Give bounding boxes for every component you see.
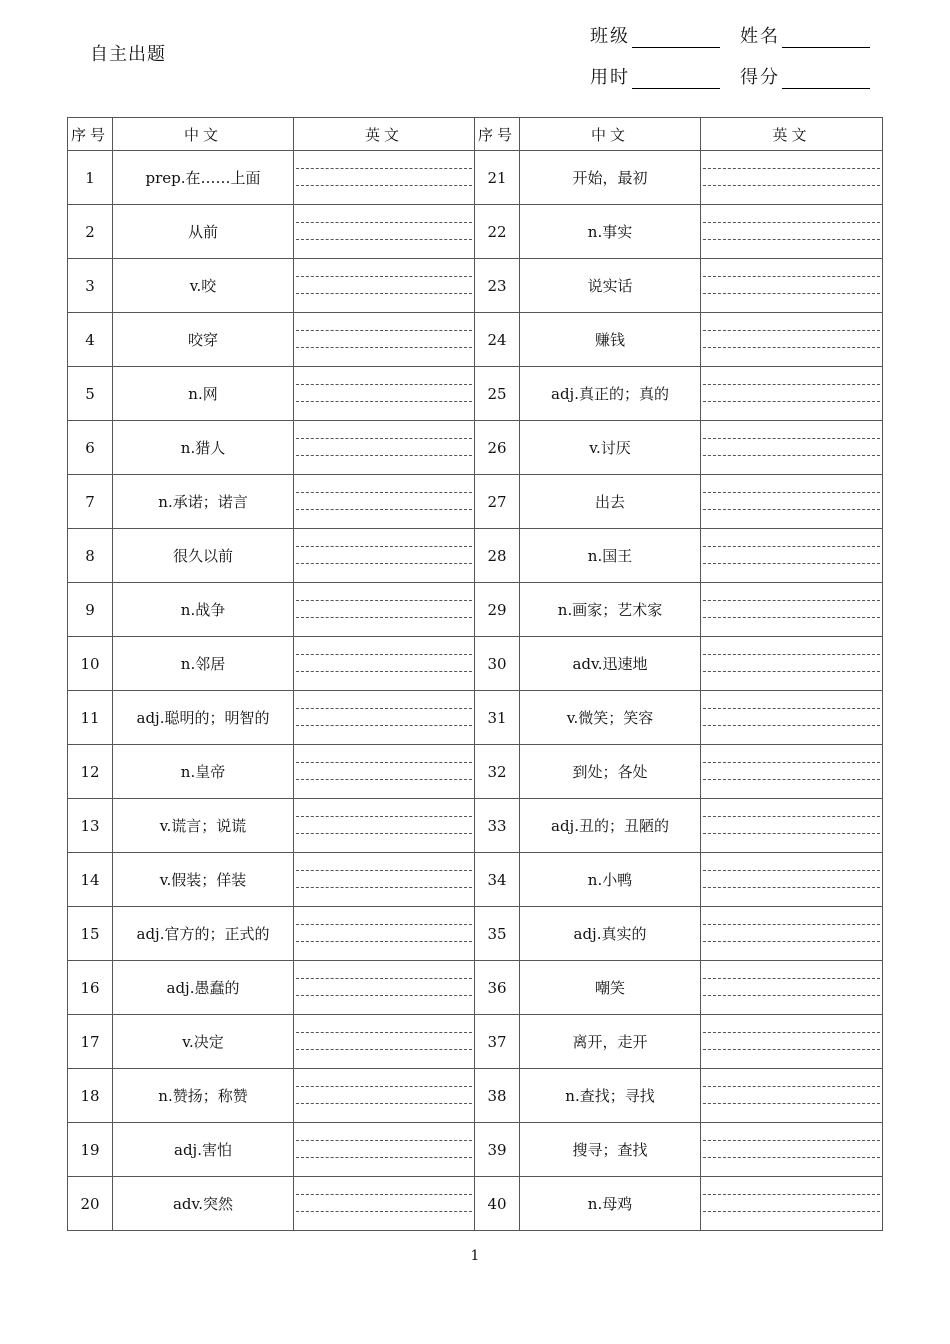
left-english-blank[interactable] [294, 529, 475, 583]
right-english-blank[interactable] [701, 205, 883, 259]
class-field [590, 22, 720, 48]
left-english-blank[interactable] [294, 151, 475, 205]
table-header-row [68, 118, 883, 151]
time-field [590, 63, 720, 89]
left-chinese: n.承诺；诺言 [113, 475, 294, 529]
left-chinese: n.网 [113, 367, 294, 421]
header-num-right: 序号 [475, 118, 520, 151]
right-chinese: n.查找；寻找 [520, 1069, 701, 1123]
left-english-blank[interactable] [294, 421, 475, 475]
right-chinese: 搜寻；查找 [520, 1123, 701, 1177]
left-english-blank[interactable] [294, 745, 475, 799]
left-chinese: v.决定 [113, 1015, 294, 1069]
left-english-blank[interactable] [294, 691, 475, 745]
name-label: 姓名 [740, 26, 780, 47]
left-number: 4 [68, 313, 113, 367]
class-label: 班级 [590, 26, 630, 47]
header-english-right: 英文 [701, 118, 883, 151]
left-english-blank[interactable] [294, 259, 475, 313]
left-number: 15 [68, 907, 113, 961]
right-number: 33 [475, 799, 520, 853]
right-english-blank[interactable] [701, 1069, 883, 1123]
left-number: 8 [68, 529, 113, 583]
right-chinese: 开始，最初 [520, 151, 701, 205]
right-english-blank[interactable] [701, 583, 883, 637]
time-blank[interactable] [632, 70, 720, 89]
left-chinese: adj.害怕 [113, 1123, 294, 1177]
left-english-blank[interactable] [294, 637, 475, 691]
right-number: 36 [475, 961, 520, 1015]
left-chinese: 很久以前 [113, 529, 294, 583]
left-english-blank[interactable] [294, 583, 475, 637]
left-chinese: 从前 [113, 205, 294, 259]
left-chinese: adv.突然 [113, 1177, 294, 1231]
right-chinese: 到处；各处 [520, 745, 701, 799]
header-num-left: 序号 [68, 118, 113, 151]
class-blank[interactable] [632, 29, 720, 48]
right-number: 39 [475, 1123, 520, 1177]
right-english-blank[interactable] [701, 799, 883, 853]
left-number: 3 [68, 259, 113, 313]
right-chinese: adj.丑的；丑陋的 [520, 799, 701, 853]
right-chinese: adj.真实的 [520, 907, 701, 961]
right-english-blank[interactable] [701, 853, 883, 907]
right-english-blank[interactable] [701, 475, 883, 529]
right-english-blank[interactable] [701, 907, 883, 961]
left-number: 10 [68, 637, 113, 691]
left-chinese: n.战争 [113, 583, 294, 637]
left-number: 6 [68, 421, 113, 475]
right-english-blank[interactable] [701, 259, 883, 313]
left-english-blank[interactable] [294, 799, 475, 853]
table-row [68, 961, 883, 1015]
left-english-blank[interactable] [294, 1069, 475, 1123]
table-row [68, 529, 883, 583]
right-number: 35 [475, 907, 520, 961]
right-number: 27 [475, 475, 520, 529]
table-row [68, 1177, 883, 1231]
right-number: 23 [475, 259, 520, 313]
left-number: 17 [68, 1015, 113, 1069]
left-number: 2 [68, 205, 113, 259]
left-number: 9 [68, 583, 113, 637]
left-english-blank[interactable] [294, 1123, 475, 1177]
right-number: 32 [475, 745, 520, 799]
right-english-blank[interactable] [701, 151, 883, 205]
right-number: 31 [475, 691, 520, 745]
table-row [68, 583, 883, 637]
right-english-blank[interactable] [701, 1177, 883, 1231]
right-english-blank[interactable] [701, 367, 883, 421]
left-chinese: v.谎言；说谎 [113, 799, 294, 853]
table-row [68, 1123, 883, 1177]
name-field [740, 22, 870, 48]
table-row [68, 1015, 883, 1069]
right-chinese: adj.真正的；真的 [520, 367, 701, 421]
right-number: 30 [475, 637, 520, 691]
left-chinese: n.赞扬；称赞 [113, 1069, 294, 1123]
page-number: 1 [470, 1248, 480, 1264]
left-number: 16 [68, 961, 113, 1015]
left-english-blank[interactable] [294, 907, 475, 961]
left-english-blank[interactable] [294, 475, 475, 529]
right-number: 24 [475, 313, 520, 367]
right-number: 40 [475, 1177, 520, 1231]
left-english-blank[interactable] [294, 1177, 475, 1231]
left-chinese: adj.聪明的；明智的 [113, 691, 294, 745]
left-chinese: n.猎人 [113, 421, 294, 475]
table-row [68, 421, 883, 475]
right-chinese: 出去 [520, 475, 701, 529]
score-field [740, 63, 870, 89]
right-number: 29 [475, 583, 520, 637]
left-english-blank[interactable] [294, 853, 475, 907]
right-number: 26 [475, 421, 520, 475]
right-chinese: n.画家；艺术家 [520, 583, 701, 637]
right-english-blank[interactable] [701, 961, 883, 1015]
left-english-blank[interactable] [294, 1015, 475, 1069]
left-number: 7 [68, 475, 113, 529]
header-chinese-left: 中文 [113, 118, 294, 151]
left-chinese: 咬穿 [113, 313, 294, 367]
table-row [68, 259, 883, 313]
left-number: 14 [68, 853, 113, 907]
left-chinese: adj.愚蠢的 [113, 961, 294, 1015]
right-english-blank[interactable] [701, 529, 883, 583]
left-number: 11 [68, 691, 113, 745]
left-chinese: n.皇帝 [113, 745, 294, 799]
left-chinese: v.假装；佯装 [113, 853, 294, 907]
right-number: 25 [475, 367, 520, 421]
right-number: 21 [475, 151, 520, 205]
right-english-blank[interactable] [701, 421, 883, 475]
score-blank[interactable] [782, 70, 870, 89]
left-english-blank[interactable] [294, 205, 475, 259]
right-number: 28 [475, 529, 520, 583]
right-chinese: n.国王 [520, 529, 701, 583]
header-chinese-right: 中文 [520, 118, 701, 151]
table-row [68, 637, 883, 691]
right-english-blank[interactable] [701, 691, 883, 745]
right-english-blank[interactable] [701, 313, 883, 367]
right-chinese: 嘲笑 [520, 961, 701, 1015]
left-english-blank[interactable] [294, 313, 475, 367]
right-chinese: adv.迅速地 [520, 637, 701, 691]
right-english-blank[interactable] [701, 1015, 883, 1069]
left-number: 13 [68, 799, 113, 853]
table-row [68, 205, 883, 259]
right-english-blank[interactable] [701, 637, 883, 691]
right-chinese: 离开，走开 [520, 1015, 701, 1069]
right-chinese: v.微笑；笑容 [520, 691, 701, 745]
name-blank[interactable] [782, 29, 870, 48]
left-number: 12 [68, 745, 113, 799]
right-number: 22 [475, 205, 520, 259]
time-label: 用时 [590, 67, 630, 88]
right-number: 38 [475, 1069, 520, 1123]
page-title: 自主出题 [90, 44, 166, 65]
left-chinese: v.咬 [113, 259, 294, 313]
table-row [68, 691, 883, 745]
table-row [68, 367, 883, 421]
table-row [68, 1069, 883, 1123]
table-row [68, 907, 883, 961]
right-chinese: n.母鸡 [520, 1177, 701, 1231]
table-row [68, 745, 883, 799]
left-chinese: prep.在……上面 [113, 151, 294, 205]
table-row [68, 313, 883, 367]
header-english-left: 英文 [294, 118, 475, 151]
left-chinese: adj.官方的；正式的 [113, 907, 294, 961]
right-number: 34 [475, 853, 520, 907]
table-row [68, 475, 883, 529]
vocab-table [67, 117, 883, 1231]
left-english-blank[interactable] [294, 961, 475, 1015]
left-number: 19 [68, 1123, 113, 1177]
right-chinese: 赚钱 [520, 313, 701, 367]
right-chinese: 说实话 [520, 259, 701, 313]
right-number: 37 [475, 1015, 520, 1069]
score-label: 得分 [740, 67, 780, 88]
table-row [68, 799, 883, 853]
left-chinese: n.邻居 [113, 637, 294, 691]
left-number: 18 [68, 1069, 113, 1123]
left-english-blank[interactable] [294, 367, 475, 421]
left-number: 5 [68, 367, 113, 421]
left-number: 20 [68, 1177, 113, 1231]
right-chinese: n.小鸭 [520, 853, 701, 907]
right-english-blank[interactable] [701, 745, 883, 799]
right-chinese: v.讨厌 [520, 421, 701, 475]
right-chinese: n.事实 [520, 205, 701, 259]
left-number: 1 [68, 151, 113, 205]
table-row [68, 151, 883, 205]
table-row [68, 853, 883, 907]
right-english-blank[interactable] [701, 1123, 883, 1177]
